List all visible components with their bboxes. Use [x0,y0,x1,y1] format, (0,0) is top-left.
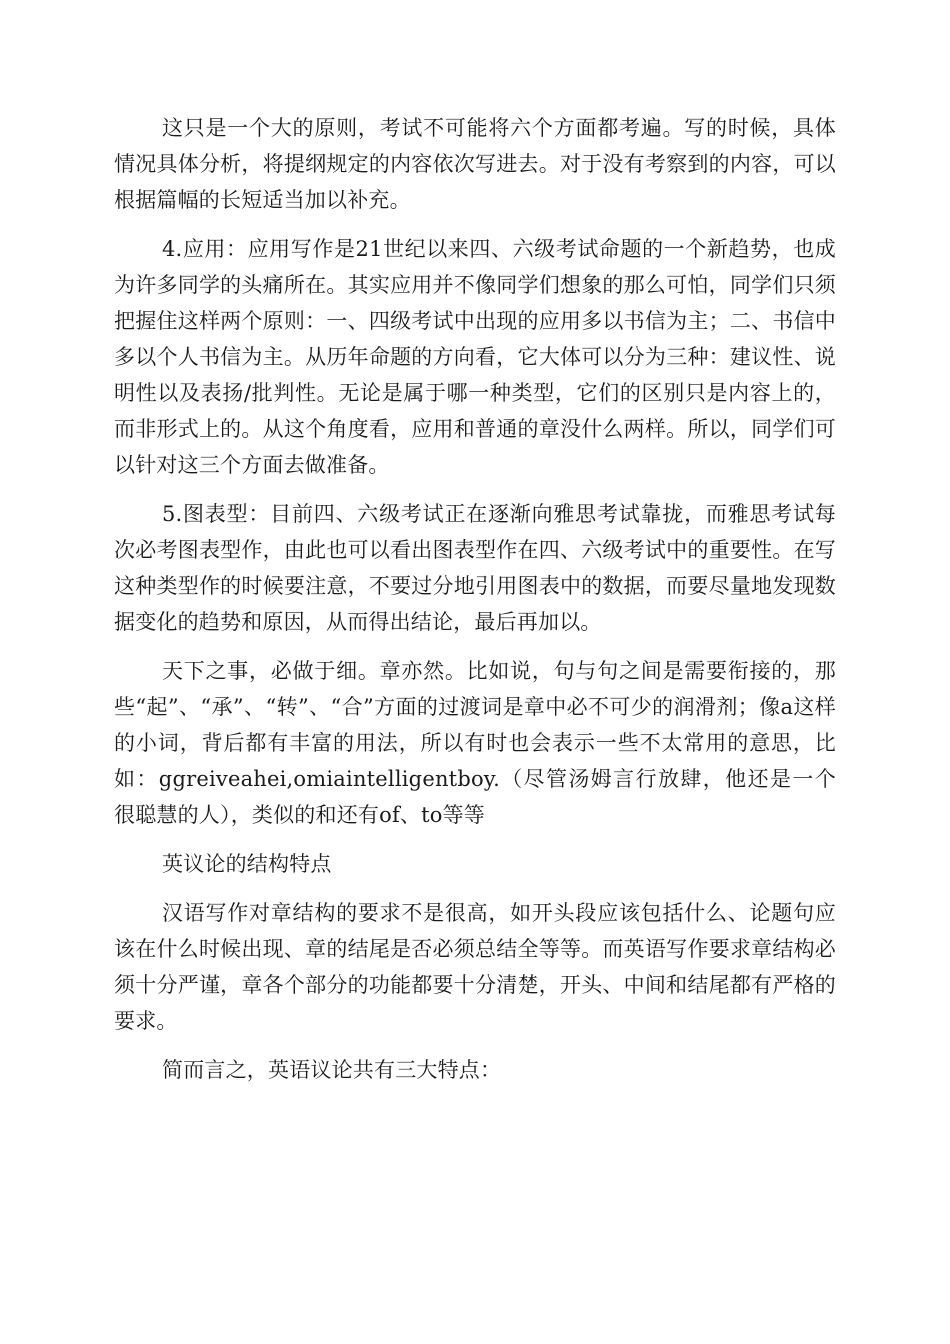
section-heading-structure: 英议论的结构特点 [162,852,332,876]
paragraph-application-writing: 4.应用：应用写作是21世纪以来四、六级考试命题的一个新趋势，也成为许多同学的头痛所在。其实应用并不像同学们想象的那么可怕，同学们只须把握住这样两个原则：一、四级考试中出现的应用多以书信为主；二、书信中多以个人书信为主。从历年命题的方向看，它大体可以分为三种：建议性、说明性以及表扬/批判性。无论是属于哪一种类型，它们的区别只是内容上的，而非形式上的。从这个角度看，应用和普通的章没什么两样。所以，同学们可以针对这三个方面去做准备。 [114,237,836,477]
paragraph-summary-intro: 简而言之，英语议论共有三大特点： [162,1058,502,1082]
paragraph-details: 天下之事，必做于细。章亦然。比如说，句与句之间是需要衔接的，那些“起”、“承”、“转”、“合”方面的过渡词是章中必不可少的润滑剂；像a这样的小词，背后都有丰富的用法，所以有时也会表示一些不太常用的意思，比如：ggreiveahei,omiaintelligentboy.（尽管汤姆言行放肆，他还是一个很聪慧的人），类似的和还有of、to等等 [114,659,836,827]
paragraph-principle-note: 这只是一个大的原则，考试不可能将六个方面都考遍。写的时候，具体情况具体分析，将提纲规定的内容依次写进去。对于没有考察到的内容，可以根据篇幅的长短适当加以补充。 [114,116,836,212]
paragraph-structure-comparison: 汉语写作对章结构的要求不是很高，如开头段应该包括什么、论题句应该在什么时候出现、章的结尾是否必须总结全等等。而英语写作要求章结构必须十分严谨，章各个部分的功能都要十分清楚，开头、中间和结尾都有严格的要求。 [114,901,836,1033]
document-body [114,110,836,1101]
paragraph-chart-writing: 5.图表型：目前四、六级考试正在逐渐向雅思考试靠拢，而雅思考试每次必考图表型作，由此也可以看出图表型作在四、六级考试中的重要性。在写这种类型作的时候要注意，不要过分地引用图表中的数据，而要尽量地发现数据变化的趋势和原因，从而得出结论，最后再加以。 [114,502,836,634]
